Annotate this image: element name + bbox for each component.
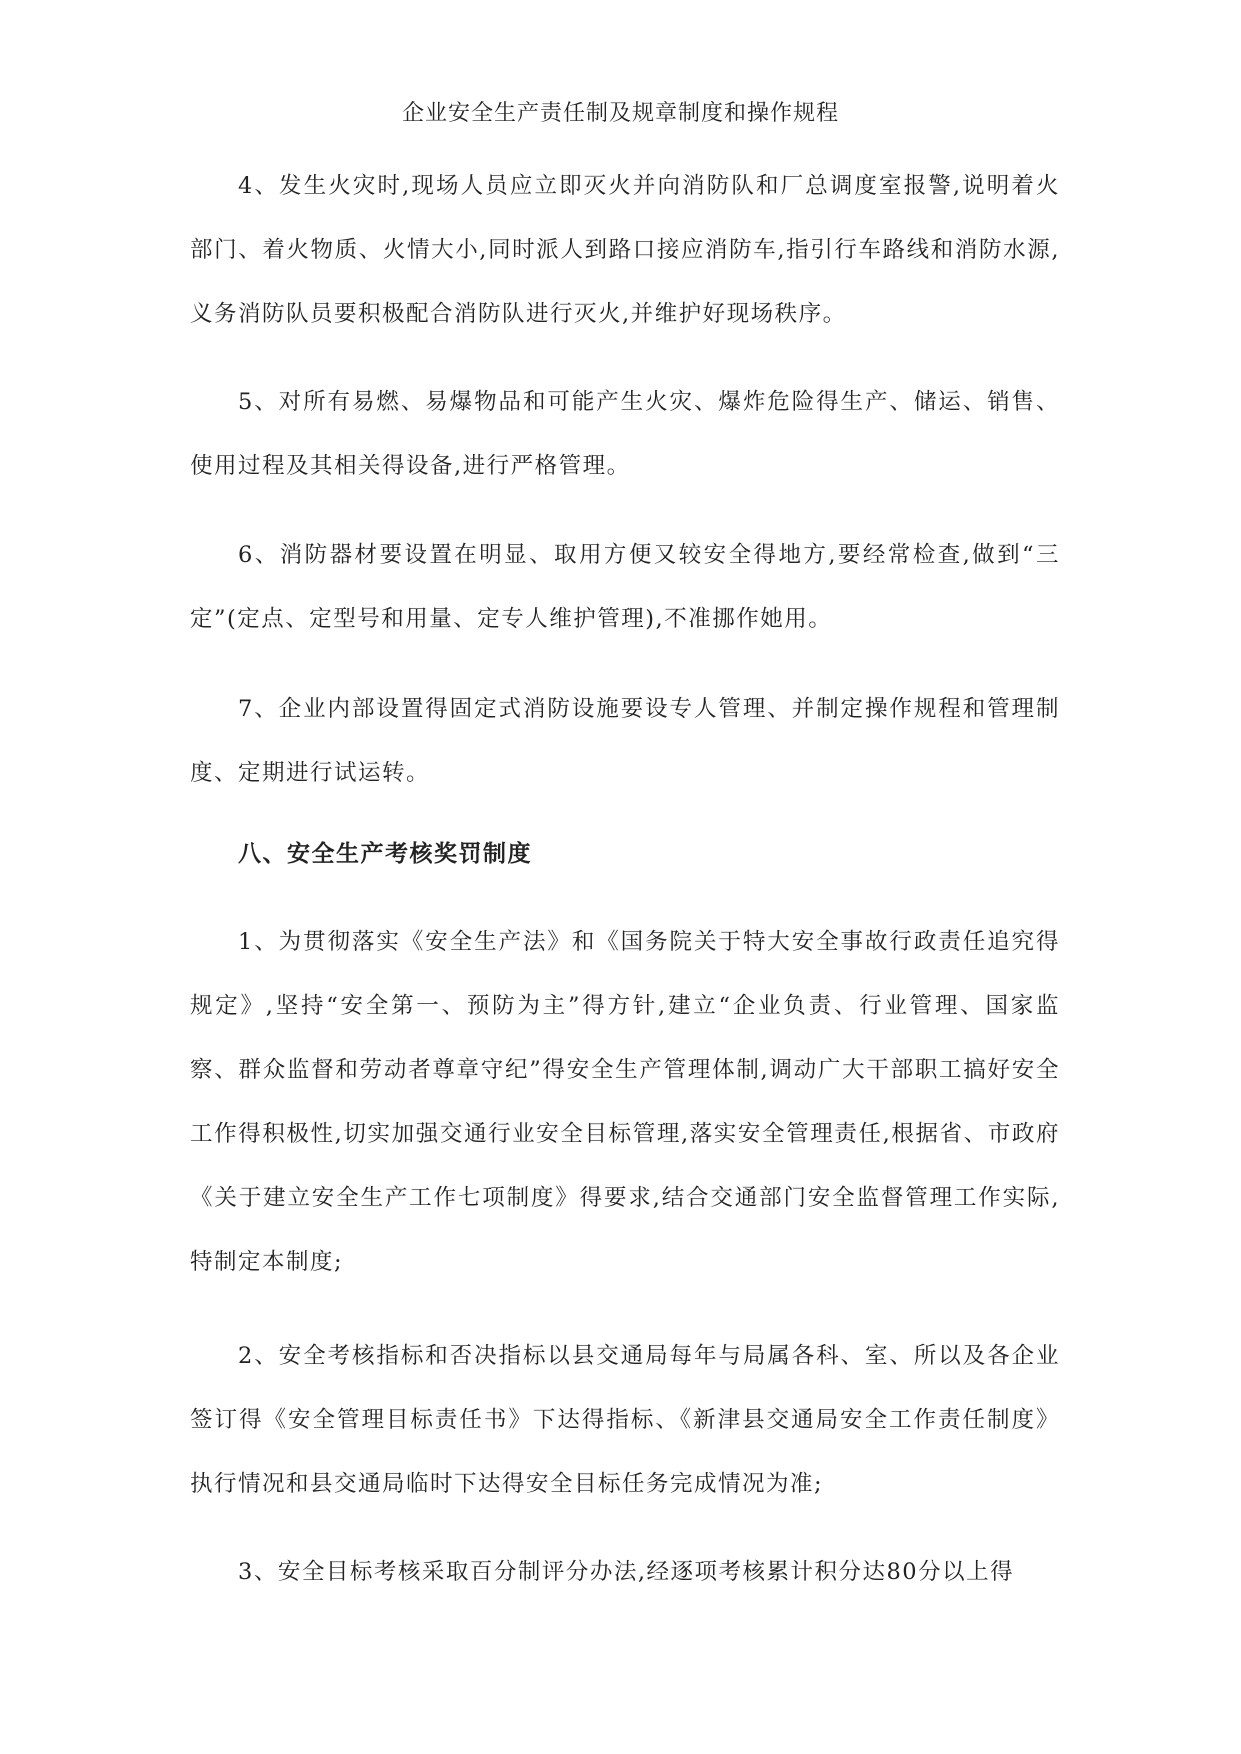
paragraph-fixed-fire-facilities: 7、企业内部设置得固定式消防设施要设专人管理、并制定操作规程和管理制度、定期进行试运转。 [190, 696, 1060, 786]
paragraph-scoring-method: 3、安全目标考核采取百分制评分办法,经逐项考核累计积分达80分以上得 [238, 1559, 1015, 1585]
page-header: 企业安全生产责任制及规章制度和操作规程 [401, 101, 839, 126]
paragraph-fire-report: 4、发生火灾时,现场人员应立即灭火并向消防队和厂总调度室报警,说明着火部门、着火物质、火情大小,同时派人到路口接应消防车,指引行车路线和消防水源,义务消防队员要积极配合消防队进行灭火,并维护好现场秩序。 [190, 173, 1060, 327]
paragraph-assessment-indicators: 2、安全考核指标和否决指标以县交通局每年与局属各科、室、所以及各企业签订得《安全管理目标责任书》下达得指标、《新津县交通局安全工作责任制度》执行情况和县交通局临时下达得安全目标任务完成情况为准; [190, 1343, 1060, 1497]
paragraph-fire-equipment: 6、消防器材要设置在明显、取用方便又较安全得地方,要经常检查,做到“三定”(定点、定型号和用量、定专人维护管理),不准挪作她用。 [190, 542, 1060, 632]
paragraph-purpose: 1、为贯彻落实《安全生产法》和《国务院关于特大安全事故行政责任追究得规定》,坚持“安全第一、预防为主”得方针,建立“企业负责、行业管理、国家监察、群众监督和劳动者尊章守纪”得安全生产管理体制,调动广大干部职工搞好安全工作得积极性,切实加强交通行业安全目标管理,落实安全管理责任,根据省、市政府《关于建立安全生产工作七项制度》得要求,结合交通部门安全监督管理工作实际,特制定本制度; [190, 929, 1060, 1275]
paragraph-flammable-management: 5、对所有易燃、易爆物品和可能产生火灾、爆炸危险得生产、储运、销售、使用过程及其相关得设备,进行严格管理。 [190, 389, 1060, 479]
section-heading: 八、安全生产考核奖罚制度 [238, 840, 532, 867]
